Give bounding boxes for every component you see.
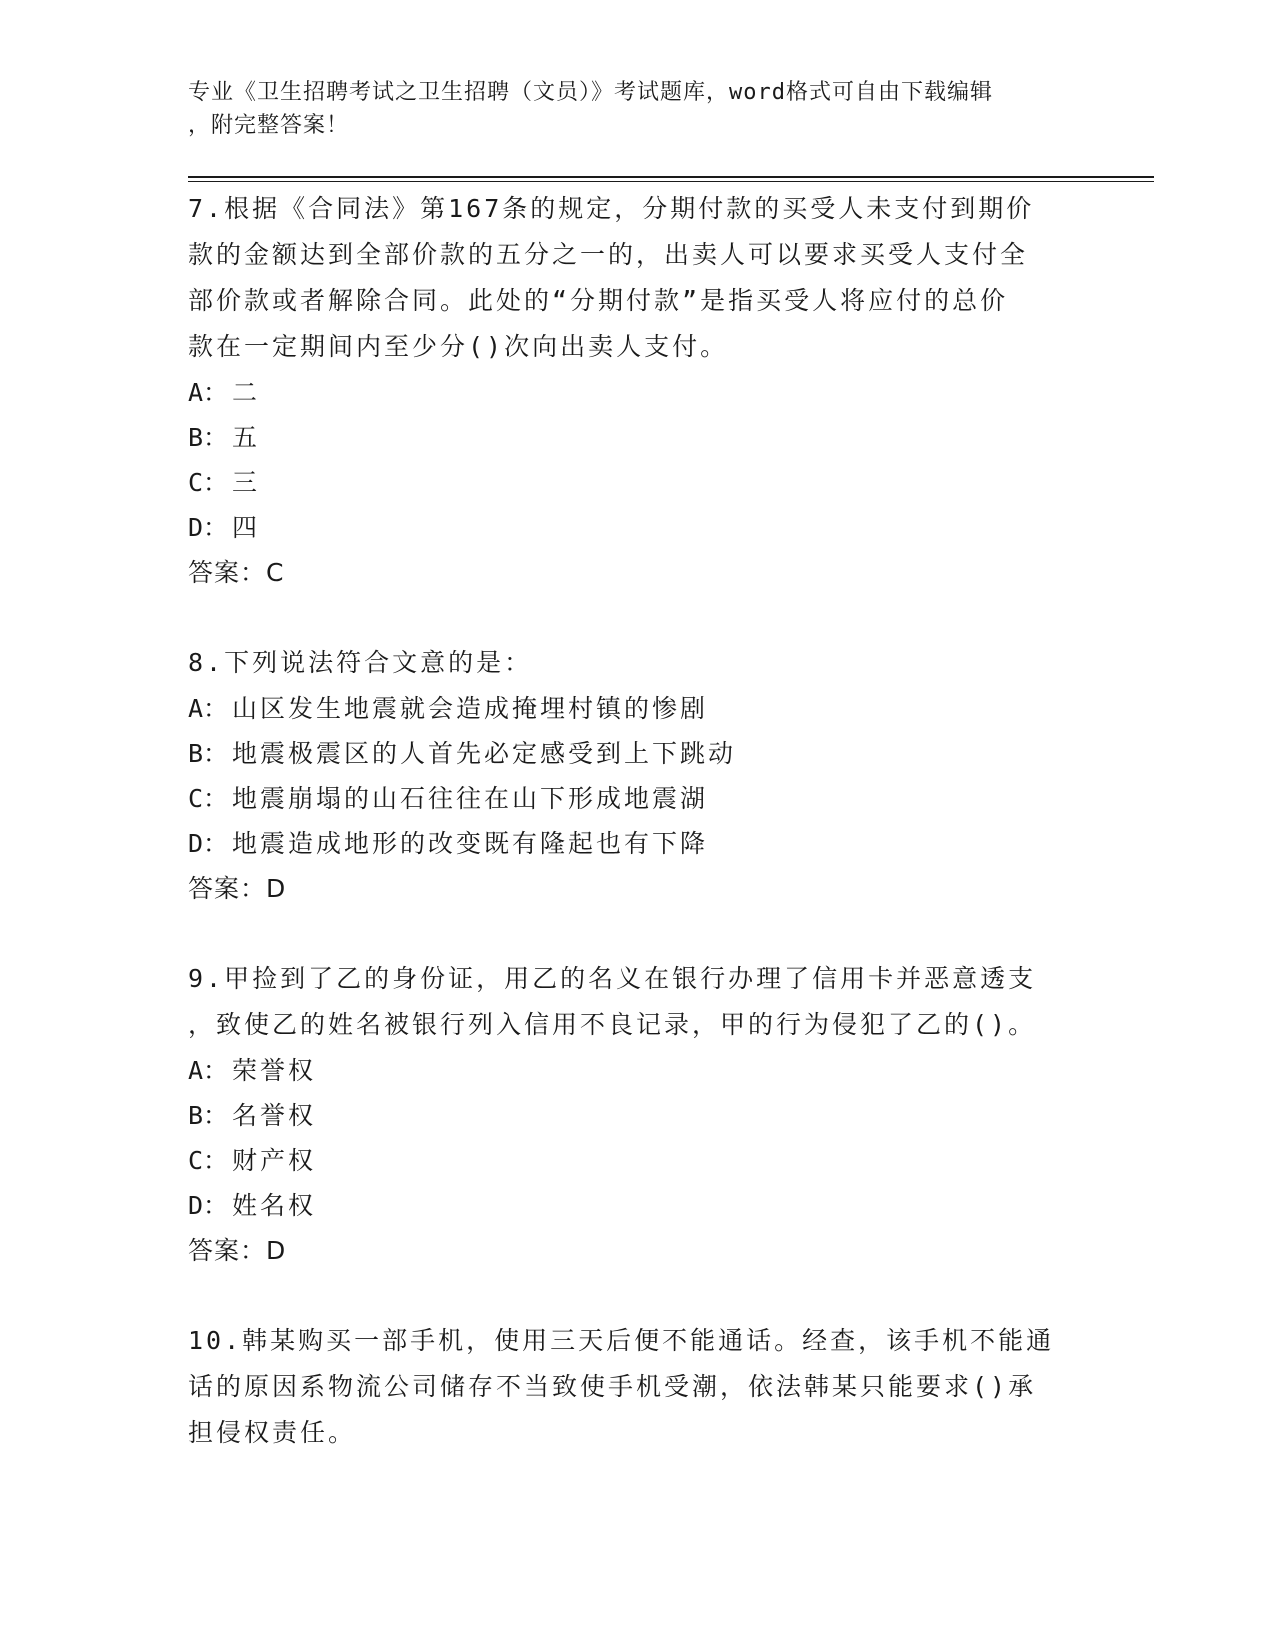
question-item xyxy=(188,640,1088,912)
option-text: 地震崩塌的山石往往在山下形成地震湖 xyxy=(232,784,709,813)
option-letter: C： xyxy=(188,468,229,497)
header-divider-thin xyxy=(188,181,1154,182)
question-stem-line: 10.韩某购买一部手机，使用三天后便不能通话。经查，该手机不能通 xyxy=(188,1326,1055,1355)
option-letter: B： xyxy=(188,1101,229,1130)
answer-option xyxy=(188,370,1088,415)
answer-option xyxy=(188,415,1088,460)
question-stem-line: 话的原因系物流公司储存不当致使手机受潮，依法韩某只能要求()承 xyxy=(188,1372,1037,1401)
answer-key: 答案：C xyxy=(188,558,285,587)
option-text: 地震极震区的人首先必定感受到上下跳动 xyxy=(232,739,737,768)
answer-option xyxy=(188,821,1088,866)
question-spacer xyxy=(188,596,1088,640)
option-text: 财产权 xyxy=(232,1146,317,1175)
question-stem-line: 款在一定期间内至少分()次向出卖人支付。 xyxy=(188,332,729,361)
option-text: 五 xyxy=(232,423,261,452)
option-text: 山区发生地震就会造成掩埋村镇的惨剧 xyxy=(232,694,709,723)
answer-option xyxy=(188,1093,1088,1138)
option-text: 姓名权 xyxy=(232,1191,317,1220)
answer-option xyxy=(188,1138,1088,1183)
header-line-1: 专业《卫生招聘考试之卫生招聘（文员）》考试题库，word格式可自由下载编辑 xyxy=(188,80,993,105)
question-item xyxy=(188,956,1088,1274)
answer-option xyxy=(188,1183,1088,1228)
answer-key: 答案：D xyxy=(188,874,287,903)
option-letter: B： xyxy=(188,423,229,452)
page-header xyxy=(188,76,1068,142)
header-line-2: ，附完整答案！ xyxy=(188,113,350,138)
answer-option xyxy=(188,776,1088,821)
option-letter: A： xyxy=(188,1056,229,1085)
answer-option xyxy=(188,1048,1088,1093)
option-letter: A： xyxy=(188,378,229,407)
question-stem-line: ，致使乙的姓名被银行列入信用不良记录，甲的行为侵犯了乙的()。 xyxy=(188,1010,1037,1039)
question-stem-line: 部价款或者解除合同。此处的“分期付款”是指买受人将应付的总价 xyxy=(188,286,1009,315)
question-stem-line: 款的金额达到全部价款的五分之一的，出卖人可以要求买受人支付全 xyxy=(188,240,1029,269)
question-stem-line: 8.下列说法符合文意的是： xyxy=(188,648,533,677)
option-letter: D： xyxy=(188,1191,229,1220)
header-divider xyxy=(188,176,1154,178)
option-letter: C： xyxy=(188,784,229,813)
question-item xyxy=(188,186,1088,596)
option-text: 二 xyxy=(232,378,261,407)
question-stem-line: 9.甲捡到了乙的身份证，用乙的名义在银行办理了信用卡并恶意透支 xyxy=(188,964,1037,993)
option-letter: C： xyxy=(188,1146,229,1175)
option-text: 名誉权 xyxy=(232,1101,317,1130)
option-text: 四 xyxy=(232,513,261,542)
option-text: 三 xyxy=(232,468,261,497)
option-text: 地震造成地形的改变既有隆起也有下降 xyxy=(232,829,709,858)
answer-option xyxy=(188,686,1088,731)
option-letter: A： xyxy=(188,694,229,723)
option-text: 荣誉权 xyxy=(232,1056,317,1085)
question-item xyxy=(188,1318,1088,1456)
answer-key: 答案：D xyxy=(188,1236,287,1265)
answer-option xyxy=(188,731,1088,776)
option-letter: B： xyxy=(188,739,229,768)
question-list xyxy=(188,186,1088,1456)
answer-option xyxy=(188,505,1088,550)
question-stem-line: 7.根据《合同法》第167条的规定，分期付款的买受人未支付到期价 xyxy=(188,194,1035,223)
question-spacer xyxy=(188,912,1088,956)
option-letter: D： xyxy=(188,513,229,542)
option-letter: D： xyxy=(188,829,229,858)
question-stem-line: 担侵权责任。 xyxy=(188,1418,357,1447)
answer-option xyxy=(188,460,1088,505)
question-spacer xyxy=(188,1274,1088,1318)
